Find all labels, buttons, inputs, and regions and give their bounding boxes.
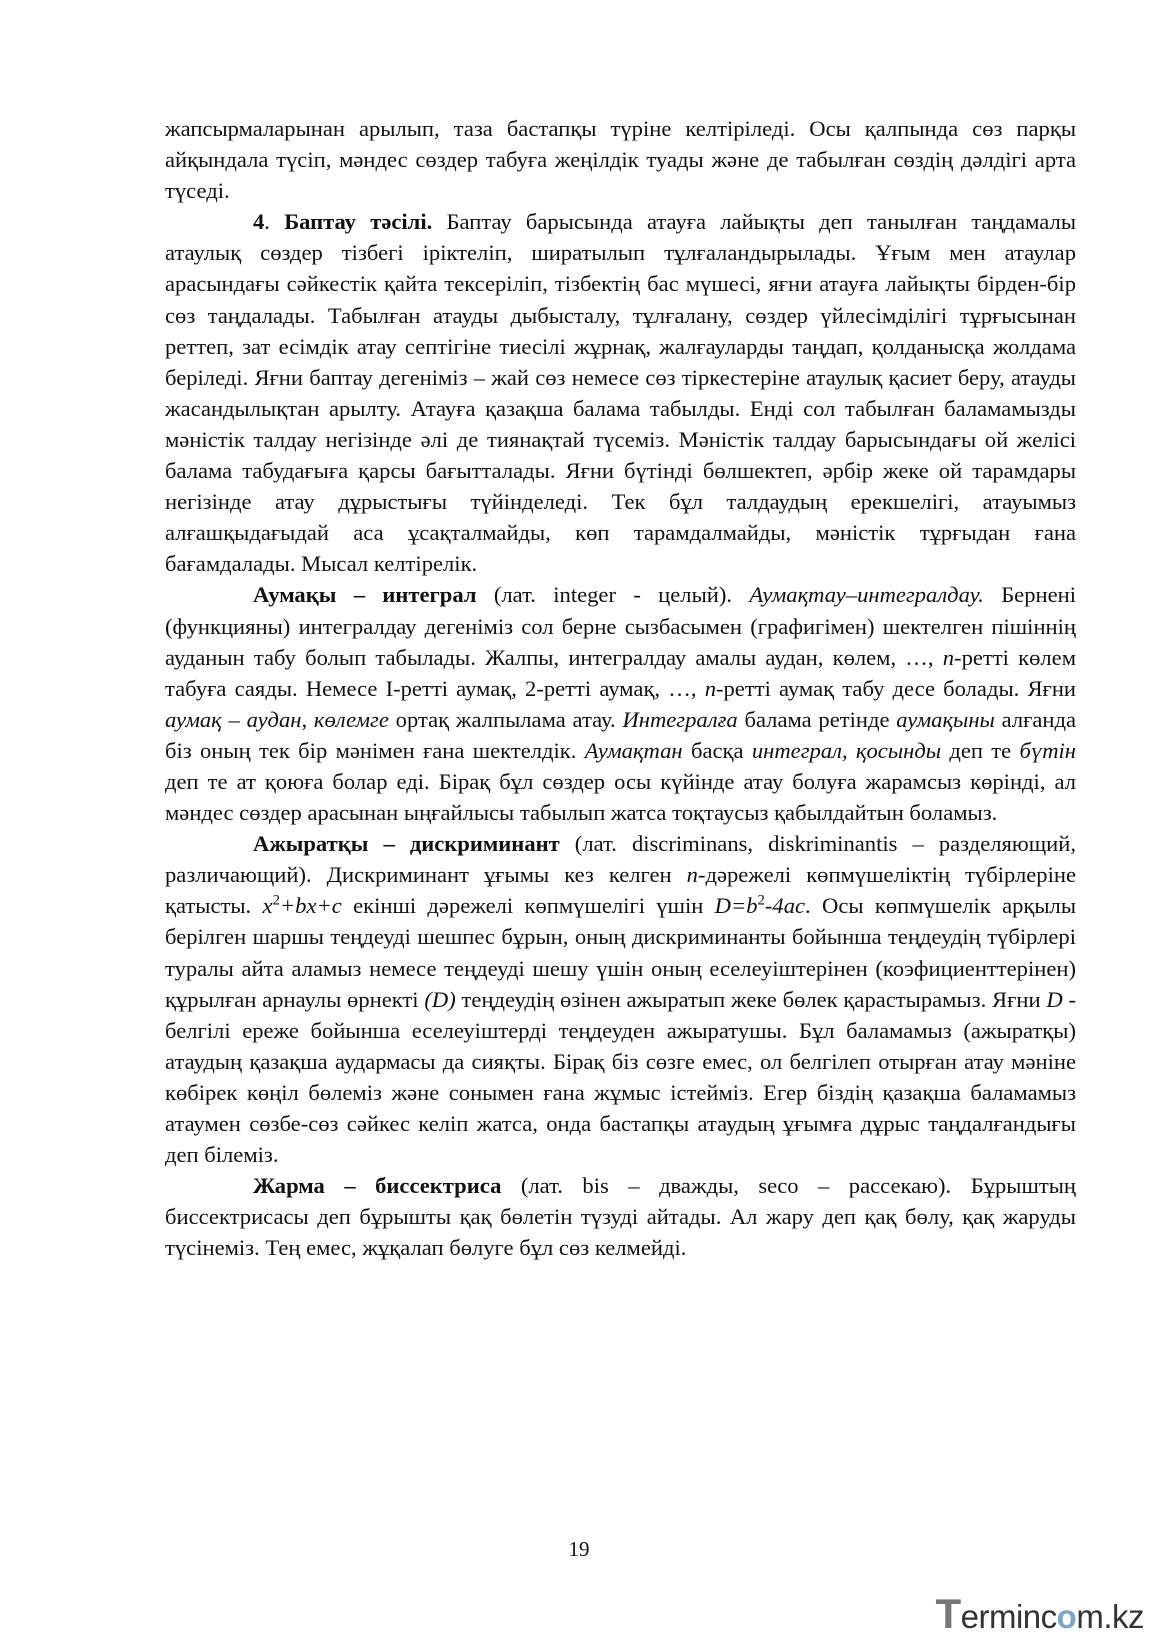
- text-run: Аумақы – интеграл: [253, 582, 477, 608]
- text-run: -ретті көлем табуға саяды. Немесе I-ретті аумақ, 2-ретті аумақ, …,: [165, 644, 1076, 701]
- text-run: бүтін: [1019, 737, 1076, 763]
- logo-mid: erminc: [960, 1598, 1057, 1635]
- text-run: Аумақтау–интегралдау.: [749, 582, 984, 608]
- text-run: 2: [272, 892, 280, 909]
- text-run: x: [262, 893, 273, 919]
- text-run: балама ретінде: [737, 706, 897, 732]
- text-run: алғанда біз оның тек бір мәнімен ғана шектелдік.: [165, 706, 1077, 763]
- text-run: .: [264, 209, 285, 235]
- text-run: -дәрежелі көпмүшеліктің түбірлеріне қатысты.: [165, 862, 1076, 919]
- text-run: Баптау барысында атауға лайықты деп танылған таңдамалы атаулық сөздер тізбегі іріктеліп, ширатылып тұлғаландырылады. Ұғым мен атаулар арасындағы сәйкестік қайта тексеріліп, тізбектің бас мүшесі, яғни атауға лайықты бірден-бір сөз таңдалады. Табылған атауды дыбысталу, тұлғалану, сөздер үйлесімділігі тұрғысынан реттеп, зат есімдік атау септігіне тиесілі жұрнақ, жалғауларды таңдап, қолданысқа жолдама беріледі. Яғни баптау дегеніміз – жай сөз немесе сөз тіркестеріне атаулық қасиет беру, атауды жасандылықтан арылту. Атауға қазақша балама табылды. Енді сол табылған баламамызды мәністік талдау негізінде әлі де тиянақтай түсеміз. Мәністік талдау барысындағы ой желісі балама табудағыға қарсы бағытталады. Яғни бүтінді бөлшектеп, әрбір жеке ой тарамдары негізінде атау дұрыстығы түйінделеді. Тек бұл талдаудың ерекшелігі, атауымыз алғашқыдағыдай аса ұсақталмайды, көп тарамдалмайды, мәністік тұрғыдан ғана бағамдалады. Мысал келтірелік.: [165, 209, 1076, 577]
- text-run: интеграл, қосынды: [751, 737, 942, 763]
- text-run: n: [942, 644, 955, 670]
- text-run: Жарма – биссектриса: [253, 1173, 502, 1199]
- text-run: D: [1046, 986, 1063, 1012]
- text-run: деп те: [941, 737, 1020, 763]
- text-run: Бернені (функцияны) интегралдау дегеніміз сол берне сызбасымен (графигімен) шектелген пішіннің ауданын табу болып табылады. Жалпы, интегралдау амалы аудан, көлем, …,: [165, 582, 1076, 670]
- text-run: (лат. integer - целый).: [476, 582, 750, 608]
- logo-ring: o: [1056, 1598, 1077, 1635]
- text-run: Аумақтан: [584, 737, 683, 763]
- logo-initial: T: [935, 1590, 961, 1637]
- text-run: (лат. bis – дважды, seco – рассекаю). Бұрыштың биссектрисасы деп бұрышты қақ бөлетін түзуді айтады. Ал жару деп қақ бөлу, қақ жаруды түсінеміз. Тең емес, жұқалап бөлуге бұл сөз келмейді.: [165, 1173, 1076, 1261]
- text-run: D=b: [714, 893, 758, 919]
- text-run: 2: [757, 892, 765, 909]
- paragraph: [165, 579, 1076, 828]
- text-run: . Осы көпмүшелік арқылы берілген шаршы теңдеуді шешпес бұрын, оның дискриминанты бойынша теңдеудің түбірлері туралы айта аламыз немесе теңдеуді шешу үшін оның еселеуіштерінен (коэфициенттерінен) құрылған арнаулы өрнекті: [165, 893, 1077, 1012]
- text-run: n: [704, 675, 716, 701]
- text-run: (D): [424, 986, 456, 1012]
- text-run: деп те ат қоюға болар еді. Бірақ бұл сөздер осы күйінде атау болуға жарамсыз көрінді, ал мәндес сөздер арасынан ыңғайлысы табылып жатса тоқтаусыз қабылдайтын боламыз.: [165, 768, 1076, 826]
- paragraph: [165, 1170, 1076, 1263]
- text-run: аумақ – аудан, көлемге: [165, 706, 389, 732]
- text-run: +bx+c: [279, 893, 342, 919]
- text-run: басқа: [682, 737, 752, 763]
- paragraph: [165, 828, 1076, 1170]
- text-run: теңдеудің өзінен ажыратып жеке бөлек қарастырамыз. Яғни: [455, 986, 1047, 1012]
- document-body: [165, 113, 1076, 1263]
- text-run: Ажыратқы – дискриминант: [253, 831, 560, 857]
- text-run: -4ac: [764, 893, 806, 919]
- text-run: аумақыны: [896, 706, 995, 732]
- text-run: - белгілі ереже бойынша еселеуіштерді теңдеуден ажыратушы. Бұл баламамыз (ажыратқы) атаудың қазақша аудармасы да сияқты. Бірақ біз сөзге емес, ол белгілеп отырған атау мәніне көбірек көңіл бөлеміз және сонымен ғана жұмыс істейміз. Егер біздің қазақша баламамыз атаумен сөзбе-сөз сәйкес келіп жатса, онда бастапқы атаудың ұғымға дұрыс таңдалғандығы деп білеміз.: [165, 986, 1076, 1168]
- text-run: -ретті аумақ табу десе болады. Яғни: [715, 675, 1076, 701]
- text-run: (лат. discriminans, diskriminantis – разделяющий, различающий). Дискриминант ұғымы кез келген: [165, 831, 1076, 888]
- page-number: 19: [568, 1537, 590, 1561]
- paragraph: [165, 206, 1076, 579]
- text-run: ортақ жалпылама атау.: [388, 706, 623, 732]
- text-run: Интегралға: [622, 706, 738, 732]
- terminkom-logo: [935, 1590, 1144, 1638]
- paragraph: [165, 113, 1076, 206]
- text-run: 4: [253, 209, 265, 235]
- text-run: екінші дәрежелі көпмүшелігі үшін: [341, 893, 715, 919]
- text-run: n: [686, 862, 698, 888]
- text-run: жапсырмаларынан арылып, таза бастапқы түріне келтіріледі. Осы қалпында сөз парқы айқындала түсіп, мәндес сөздер табуға жеңілдік туады және де табылған сөздің дәлдігі арта түседі.: [165, 116, 1076, 204]
- text-run: Баптау тәсілі.: [284, 209, 433, 235]
- logo-rest: m.kz: [1076, 1598, 1144, 1635]
